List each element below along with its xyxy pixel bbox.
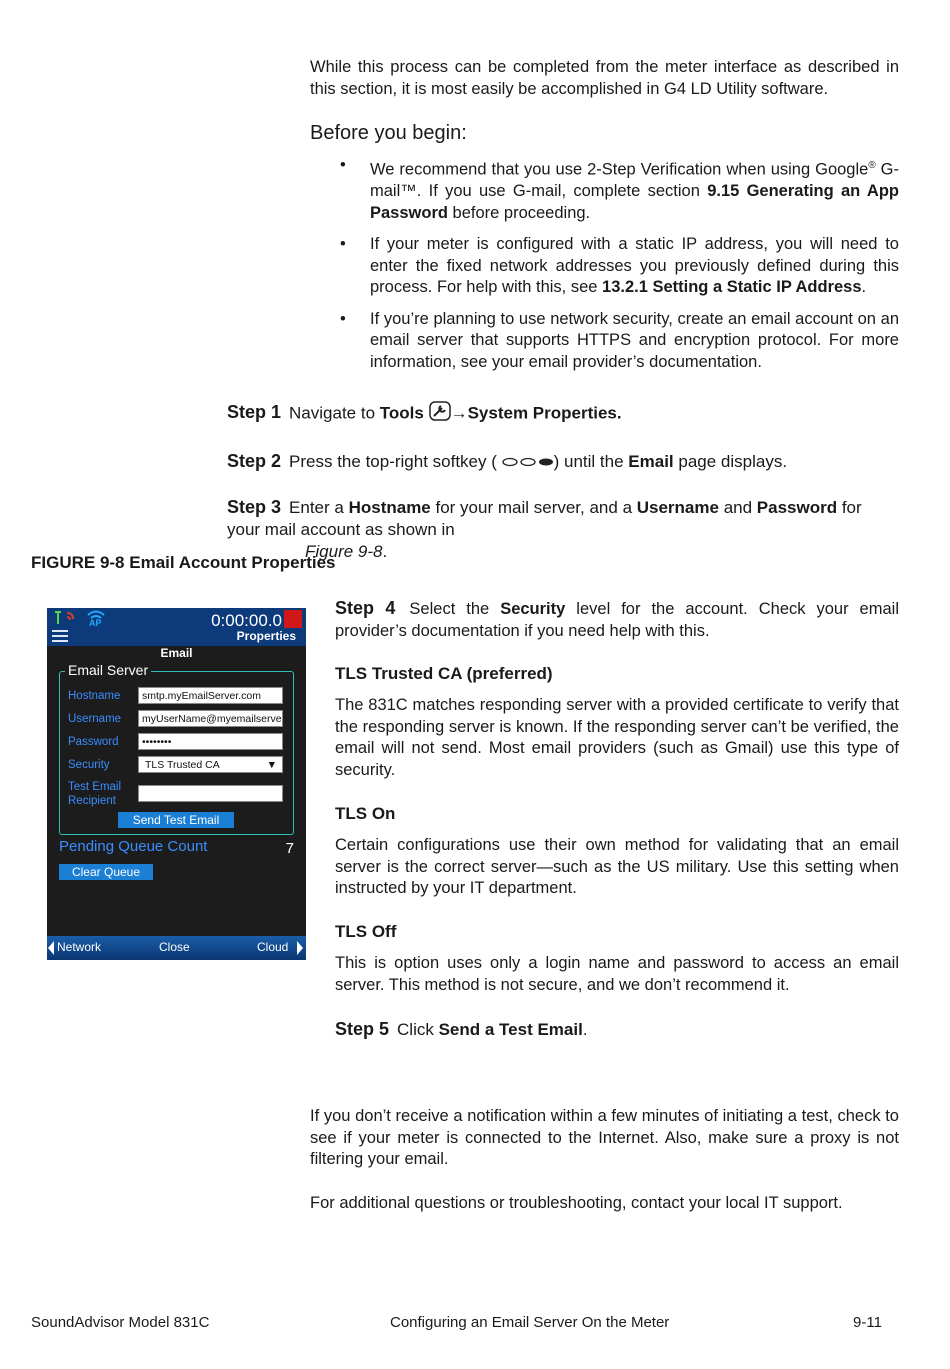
username-field[interactable]: myUserName@myemailserve [138, 710, 283, 727]
step-text: . [582, 1020, 588, 1039]
arrow-glyph: → [450, 403, 468, 423]
before-heading: Before you begin: [310, 122, 467, 144]
test-email-label-line2: Recipient [68, 795, 116, 807]
step-1 [227, 401, 899, 427]
security-label: Security [68, 759, 110, 771]
security-term: Security [500, 600, 566, 618]
step-label: Step 2 [227, 451, 282, 471]
step-text: Navigate to [289, 403, 380, 423]
step-4 [335, 598, 899, 642]
test-recipient-field[interactable] [138, 785, 283, 802]
pending-queue-count: 7 [285, 840, 294, 857]
step-text: Click [397, 1020, 439, 1039]
password-term: Password [756, 498, 838, 517]
figure-reference: Figure 9-8 [305, 542, 383, 561]
test-email-label [68, 780, 121, 808]
registered-mark: ® [868, 160, 876, 171]
bullet-text: before proceeding. [447, 203, 591, 222]
record-indicator [284, 610, 302, 628]
hamburger-menu-icon[interactable] [52, 630, 68, 645]
password-label: Password [68, 736, 119, 748]
footer-product: SoundAdvisor Model 831C [31, 1314, 210, 1331]
bullet-text: G-mail™. If you use G-mail, complete section [370, 160, 899, 200]
support-paragraph: For additional questions or troubleshooting, contact your local IT support. [310, 1194, 843, 1212]
step-5 [335, 1018, 588, 1041]
ap-indicator: AP [89, 618, 102, 628]
bullet-text: . [861, 278, 867, 296]
username-label: Username [68, 713, 122, 725]
step-text: Enter a [289, 498, 349, 517]
bullet-text: If your meter is configured with a static IP address, you will need to enter the fixed network addresses you previously defined during this process. For help with this, see [370, 235, 899, 296]
bullet-dot: • [340, 156, 346, 174]
hostname-label: Hostname [68, 690, 121, 702]
bullet-item [340, 234, 899, 299]
bullet-item [340, 309, 899, 374]
security-selected-value: TLS Trusted CA [145, 759, 220, 771]
tls-trusted-body: The 831C matches responding server with a provided certificate to verify that the responding server is known. If the responding server can’t be verified, the email will not send. Most email providers (such as Gmail) use this type of security. [335, 696, 899, 779]
tools-label: Tools [379, 403, 424, 423]
bullet-dot: • [340, 309, 346, 328]
section-reference: 9.15 Generating an App Password [370, 182, 900, 222]
outro-paragraph: If you don’t receive a notification within a few minutes of initiating a test, check to see if your meter is connected to the Internet. Also, make sure a proxy is not filtering your email. [310, 1107, 899, 1168]
send-test-email-term: Send a Test Email [438, 1020, 583, 1039]
device-page-title: Email [160, 646, 193, 660]
step-text: and [718, 498, 757, 517]
close-softkey[interactable]: Close [159, 940, 190, 954]
device-screenshot [47, 608, 306, 960]
email-page-label: Email [628, 452, 674, 471]
step-2 [227, 450, 899, 474]
cloud-softkey[interactable]: Cloud [257, 940, 289, 954]
properties-softkey[interactable]: Properties [236, 629, 296, 643]
chevron-down-icon: ▼ [266, 759, 277, 771]
step-text: . [382, 542, 388, 561]
hostname-term: Hostname [348, 498, 431, 517]
page-number: 9-11 [853, 1314, 882, 1331]
step-text: level for the account. Check your email provider’s documentation if you need help with this. [335, 600, 899, 640]
intro-paragraph: While this process can be completed from the meter interface as described in this section, it is most easily be accomplished in G4 LD Utility software. [310, 58, 899, 98]
network-softkey[interactable]: Network [57, 940, 102, 954]
password-field[interactable]: •••••••• [138, 733, 283, 750]
tls-on-body: Certain configurations use their own method for validating that an email server is the correct server—such as the US military. Use this setting when instructed by your IT department. [335, 836, 899, 897]
pending-queue-label: Pending Queue Count [59, 838, 208, 855]
elapsed-time: 0:00:00.0 [211, 611, 282, 630]
menu-target: System Properties. [467, 403, 622, 423]
security-select[interactable] [138, 756, 283, 773]
email-server-label: Email Server [65, 662, 151, 678]
step-text: page displays. [673, 452, 788, 471]
username-term: Username [636, 498, 719, 517]
device-softkey-bar [47, 936, 306, 960]
antenna-icon [53, 610, 83, 631]
bullet-dot: • [340, 235, 346, 253]
section-reference: 13.2.1 Setting a Static IP Address [602, 278, 862, 296]
bullet-text: We recommend that you use 2-Step Verification when using Google [370, 160, 869, 179]
bullet-text: If you’re planning to use network security, create an email account on an email server that supports HTTPS and encryption protocol. For more information, see your email provider’s documentation. [370, 309, 899, 371]
step-text: Press the top-right softkey ( [289, 452, 497, 471]
step-label: Step 3 [227, 497, 282, 517]
bullet-item [340, 155, 900, 224]
step-label: Step 4 [335, 598, 396, 618]
send-test-email-button[interactable]: Send Test Email [118, 812, 234, 828]
test-email-label-line1: Test Email [68, 781, 122, 793]
figure-caption: FIGURE 9-8 Email Account Properties [31, 553, 336, 572]
step-text: for your mail server, and a [430, 498, 637, 517]
chevron-left-icon [48, 941, 54, 958]
footer-section: Configuring an Email Server On the Meter [390, 1314, 670, 1331]
tls-off-heading: TLS Off [335, 922, 397, 941]
step-label: Step 5 [335, 1019, 390, 1039]
wrench-icon [429, 401, 451, 427]
tls-off-body: This is option uses only a login name and password to access an email server. This method is not secure, and we don’t recommend it. [335, 954, 899, 994]
step-text: ) until the [553, 452, 629, 471]
step-label: Step 1 [227, 402, 282, 423]
step-text: for your mail account as shown in [227, 498, 862, 539]
hostname-field[interactable]: smtp.myEmailServer.com [138, 687, 283, 704]
clear-queue-button[interactable]: Clear Queue [59, 864, 153, 880]
bullet-list [340, 155, 900, 383]
step-text: Select the [409, 600, 501, 618]
chevron-right-icon [297, 941, 303, 958]
tls-on-heading: TLS On [335, 804, 396, 823]
softkey-icon [502, 452, 554, 474]
tls-trusted-heading: TLS Trusted CA (preferred) [335, 664, 553, 683]
